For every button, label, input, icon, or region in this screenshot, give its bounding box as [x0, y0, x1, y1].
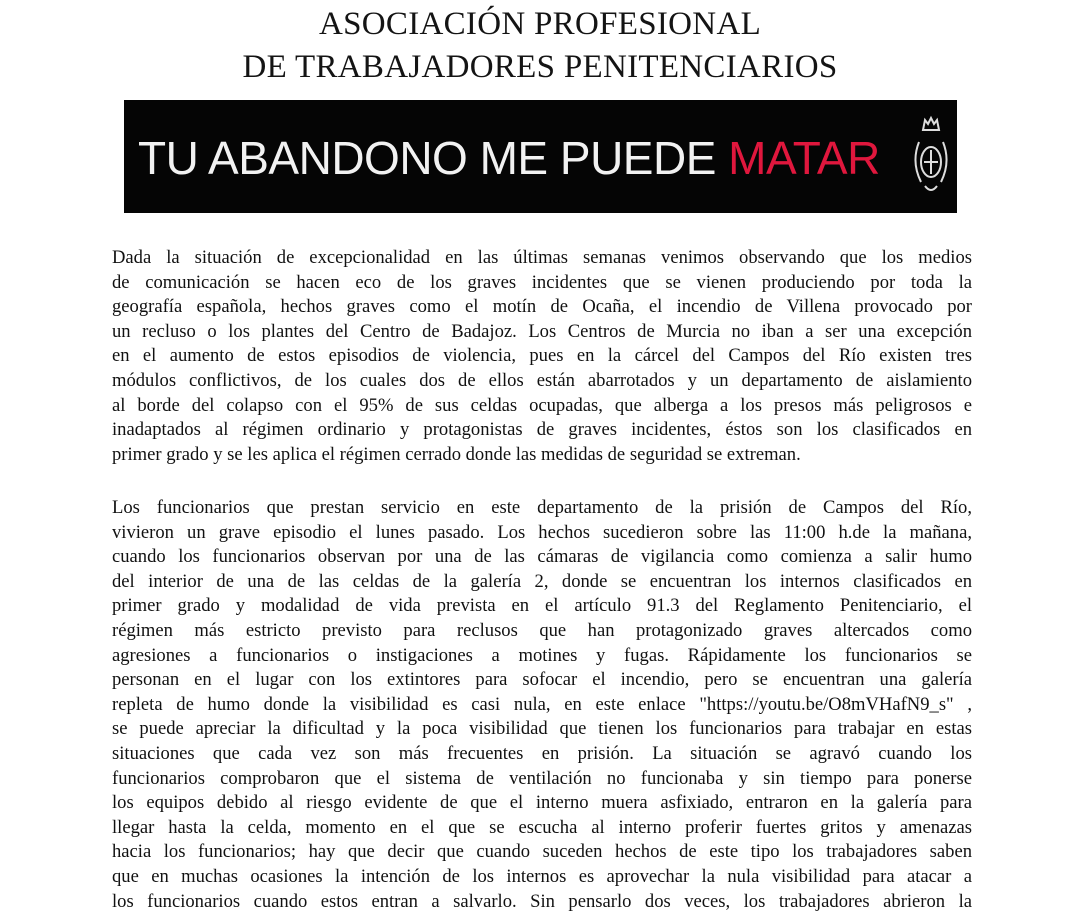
crowned-emblem-icon: [911, 114, 951, 200]
header-title-line-2: DE TRABAJADORES PENITENCIARIOS: [242, 49, 838, 85]
text-line: funcionarios comprobaron que el sistema de ventilación no funcionaba y sin tiempo para ponerse: [112, 767, 972, 789]
text-line: primer grado y se les aplica el régimen cerrado donde las medidas de seguridad se extreman.: [112, 443, 801, 465]
slogan-text: [138, 131, 880, 185]
text-line: cuando los funcionarios observan por una de las cámaras de vigilancia como comienza a salir humo: [112, 546, 972, 568]
text-line: repleta de humo donde la visibilidad es casi nula, en este enlace "https://youtu.be/O8mVHafN9_s" ,: [112, 693, 972, 715]
text-line: los funcionarios cuando estos entran a salvarlo. Sin pensarlo dos veces, los trabajadores abrieron la: [112, 890, 972, 912]
text-line: de comunicación se hacen eco de los graves incidentes que se vienen produciendo por toda la: [112, 271, 972, 293]
text-line: se puede apreciar la dificultad y la poca visibilidad que tienen los funcionarios para trabajar en estas: [112, 718, 972, 740]
text-line: módulos conflictivos, de los cuales dos de ellos están abarrotados y un departamento de aislamiento: [112, 369, 972, 391]
header-title-line-1: ASOCIACIÓN PROFESIONAL: [318, 6, 762, 42]
text-line: los equipos debido al riesgo evidente de que el interno muera asfixiado, entraron en la galería para: [112, 792, 972, 814]
text-line: al borde del colapso con el 95% de sus celdas ocupadas, que alberga a los presos más peligrosos e: [112, 394, 972, 416]
text-line: vivieron un grave episodio el lunes pasado. Los hechos sucedieron sobre las 11:00 h.de la mañana,: [112, 521, 972, 543]
text-line: situaciones que cada vez son más frecuentes en prisión. La situación se agravó cuando los: [112, 742, 972, 764]
paragraph-2: [112, 496, 972, 914]
text-line: inadaptados al régimen ordinario y protagonistas de graves incidentes, éstos son los clasificados en: [112, 419, 972, 441]
text-line: del interior de una de las celdas de la galería 2, donde se encuentran los internos clasificados en: [112, 570, 972, 592]
text-line: hacia los funcionarios; hay que decir que cuando suceden hechos de este tipo los trabajadores saben: [112, 841, 972, 863]
text-line: personan en el lugar con los extintores para sofocar el incendio, pero se encuentran una galería: [112, 669, 972, 691]
text-line: llegar hasta la celda, momento en el que se escucha al interno proferir fuertes gritos y amenazas: [112, 816, 972, 838]
text-line: Los funcionarios que prestan servicio en este departamento de la prisión de Campos del Río,: [112, 497, 972, 518]
text-line: Dada la situación de excepcionalidad en las últimas semanas venimos observando que los medios: [112, 247, 972, 268]
text-line: en el aumento de estos episodios de violencia, pues en la cárcel del Campos del Río existen tres: [112, 345, 972, 367]
text-line: geografía española, hechos graves como el motín de Ocaña, el incendio de Villena provocado por: [112, 296, 972, 318]
paragraph-1: [112, 246, 972, 467]
text-line: agresiones a funcionarios o instigaciones a motines y fugas. Rápidamente los funcionarios se: [112, 644, 972, 666]
text-line: régimen más estricto previsto para reclusos que han protagonizado graves altercados como: [112, 619, 972, 641]
text-line: primer grado y modalidad de vida prevista en el artículo 91.3 del Reglamento Penitenciario, el: [112, 595, 972, 617]
text-line: que en muchas ocasiones la intención de los internos es aprovechar la nula visibilidad para atacar a: [112, 865, 972, 887]
slogan-highlight: MATAR: [728, 132, 880, 184]
slogan-banner: [124, 100, 957, 213]
slogan-main: TU ABANDONO ME PUEDE: [138, 132, 729, 184]
text-line: un recluso o los plantes del Centro de Badajoz. Los Centros de Murcia no iban a ser una excepción: [112, 320, 972, 342]
